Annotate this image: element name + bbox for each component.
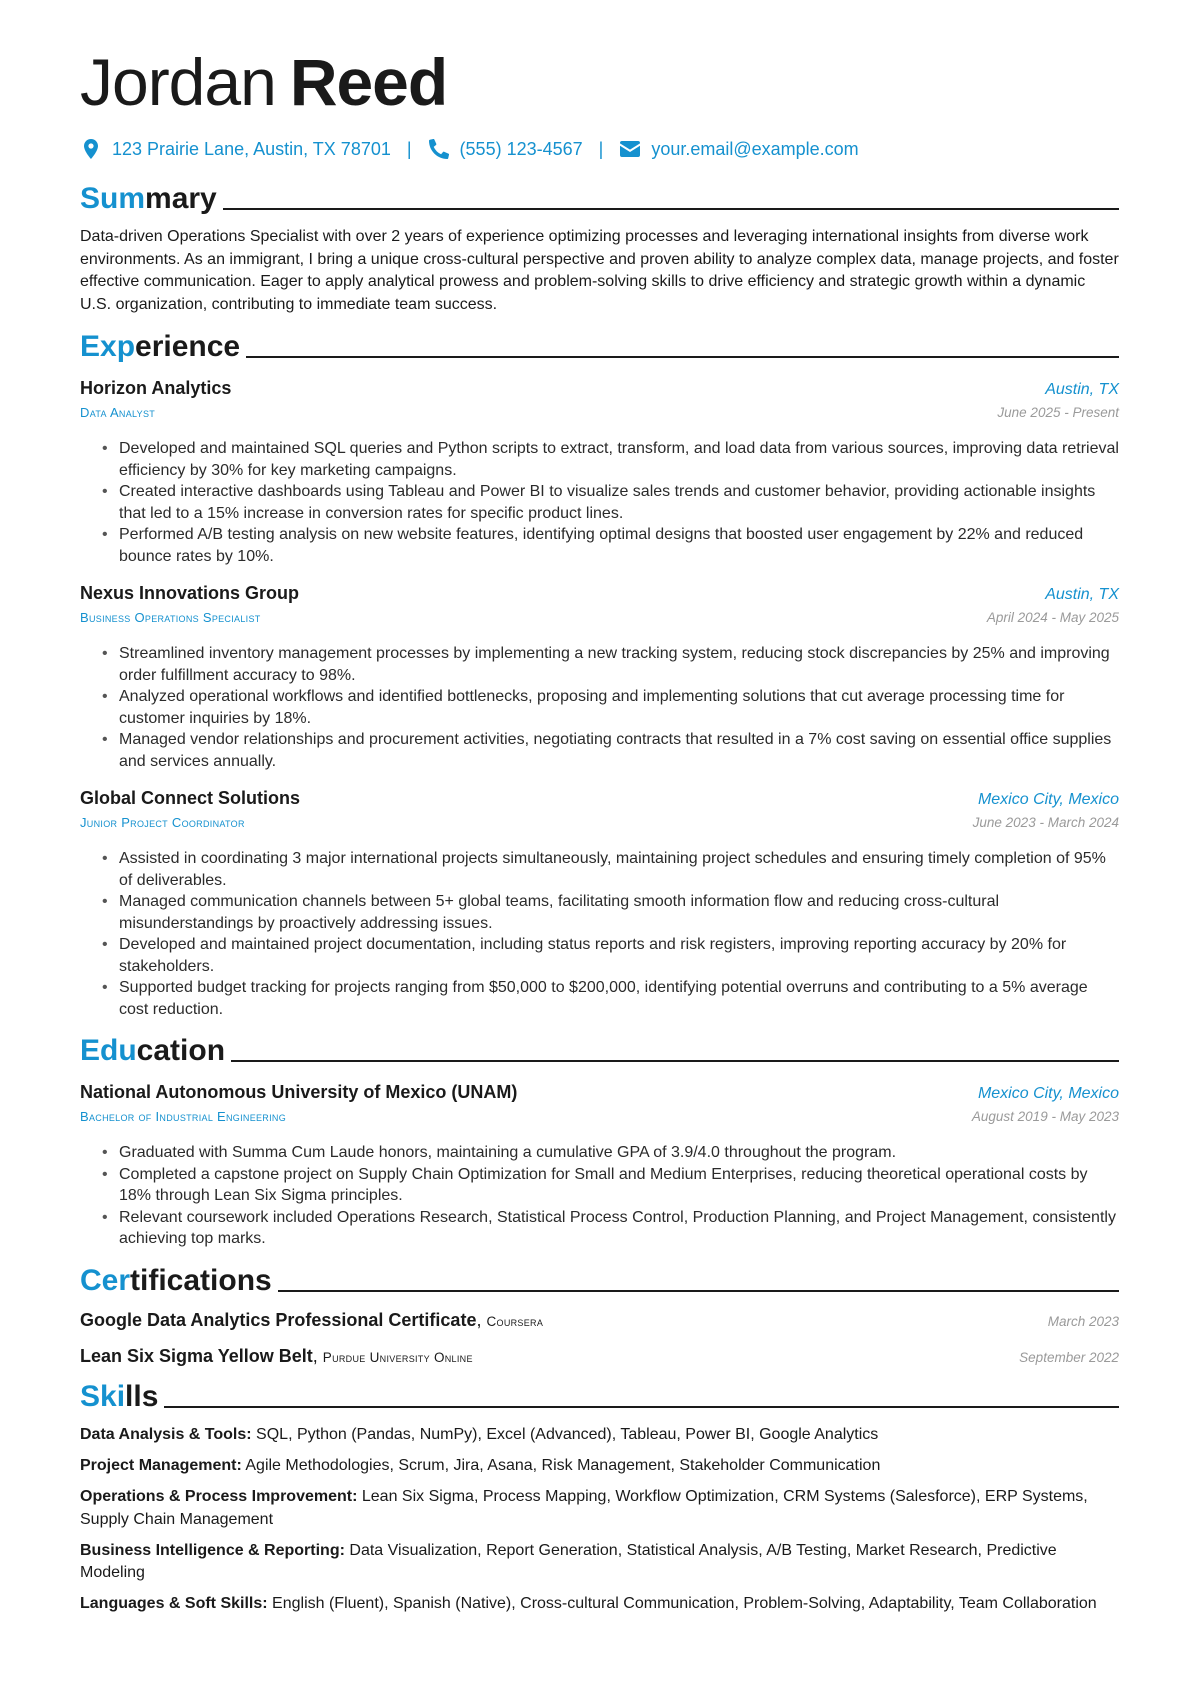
- certification-date: September 2022: [1019, 1349, 1119, 1365]
- certification-comma: ,: [312, 1345, 323, 1366]
- entry: [80, 581, 1119, 772]
- education-list: [80, 1080, 1119, 1250]
- skill-values: English (Fluent), Spanish (Native), Cross-cultural Communication, Problem-Solving, Adaptability, Team Collaboration: [272, 1595, 1097, 1612]
- bullet-item: • Developed and maintained SQL queries and Python scripts to extract, transform, and load data from various sources, improving data retrieval efficiency by 30% for key marketing campaigns.: [102, 438, 1119, 481]
- entry-role: Junior Project Coordinator: [80, 815, 245, 830]
- bullet-item: • Supported budget tracking for projects ranging from $50,000 to $200,000, identifying potential overruns and contributing to a 5% average cost reduction.: [102, 977, 1119, 1020]
- bullet-item: • Assisted in coordinating 3 major international projects simultaneously, maintaining project schedules and ensuring timely completion of 95% of deliverables.: [102, 848, 1119, 891]
- entry-dates: April 2024 - May 2025: [986, 610, 1119, 625]
- entry-location: Austin, TX: [1045, 586, 1119, 603]
- skill-values: Lean Six Sigma, Process Mapping, Workflow Optimization, CRM Systems (Salesforce), ERP Systems, Supply Chain Management: [80, 1488, 1088, 1528]
- certifications-heading: Certifications: [80, 1262, 1119, 1300]
- skill-category: Data Analysis & Tools:: [80, 1426, 252, 1443]
- entry-dates: June 2023 - March 2024: [972, 815, 1119, 830]
- bullet-list: [102, 848, 1119, 1020]
- section-rule: [278, 1290, 1119, 1292]
- skill-line: [80, 1540, 1119, 1585]
- entry: [80, 1080, 1119, 1250]
- bullet-item: • Developed and maintained project documentation, including status reports and risk registers, improving reporting accuracy by 20% for stakeholders.: [102, 934, 1119, 977]
- entry-header-row: [80, 1080, 1119, 1106]
- section-rule: [231, 1060, 1119, 1062]
- certification-issuer: Coursera: [486, 1313, 544, 1329]
- certification-item: [80, 1344, 1119, 1370]
- skill-line: [80, 1424, 1119, 1447]
- entry-location: Mexico City, Mexico: [977, 1085, 1119, 1102]
- bullet-item: • Completed a capstone project on Supply Chain Optimization for Small and Medium Enterprises, reducing theoretical operational costs by 18% through Lean Six Sigma principles.: [102, 1164, 1119, 1207]
- skill-line: [80, 1593, 1119, 1616]
- organization-name: National Autonomous University of Mexico (UNAM): [80, 1082, 518, 1102]
- entry-subheader-row: [80, 607, 1119, 629]
- certification-title: [80, 1308, 543, 1334]
- entry-header-row: [80, 581, 1119, 607]
- certification-comma: ,: [476, 1309, 487, 1330]
- skills-list: [80, 1424, 1119, 1616]
- organization-name: Nexus Innovations Group: [80, 583, 300, 603]
- certification-list: [80, 1308, 1119, 1370]
- entry-location: Mexico City, Mexico: [977, 791, 1119, 808]
- section-rule: [164, 1406, 1119, 1408]
- education-heading: Education: [80, 1032, 1119, 1070]
- certification-name: Google Data Analytics Professional Certificate: [80, 1309, 477, 1330]
- map-marker-icon: [80, 138, 102, 160]
- skill-values: Data Visualization, Report Generation, Statistical Analysis, A/B Testing, Market Research, Predictive Modeling: [80, 1541, 1057, 1581]
- entry-role: Data Analyst: [80, 405, 156, 420]
- entry-location: Austin, TX: [1045, 381, 1119, 398]
- bullet-list: [102, 438, 1119, 567]
- last-name: Reed: [289, 45, 448, 119]
- organization-name: Global Connect Solutions: [80, 788, 300, 808]
- entry-subheader-row: [80, 812, 1119, 834]
- organization-name: Horizon Analytics: [80, 378, 232, 398]
- phone-link[interactable]: (555) 123-4567: [459, 138, 583, 159]
- bullet-list: [102, 1142, 1119, 1250]
- entry-role: Business Operations Specialist: [80, 610, 261, 625]
- summary-text: Data-driven Operations Specialist with over 2 years of experience optimizing processes and leveraging international insights from diverse work environments. As an immigrant, I bring a unique cross-cultural perspective and proven ability to analyze complex data, manage projects, and foster effective communication. Eager to apply analytical prowess and problem-solving skills to drive efficiency and strategic growth within a dynamic U.S. organization, contributing to immediate team success.: [80, 228, 1119, 313]
- entry: [80, 786, 1119, 1020]
- candidate-name: [80, 40, 1119, 124]
- entry-role: Bachelor of Industrial Engineering: [80, 1109, 287, 1124]
- bullet-item: • Created interactive dashboards using Tableau and Power BI to visualize sales trends and customer behavior, providing actionable insights that led to a 15% increase in conversion rates for specific product lines.: [102, 481, 1119, 524]
- section-rule: [246, 356, 1119, 358]
- skill-category: Operations & Process Improvement:: [80, 1488, 358, 1505]
- experience-heading: Experience: [80, 328, 1119, 366]
- entry-dates: June 2025 - Present: [997, 405, 1119, 420]
- skill-line: [80, 1455, 1119, 1478]
- address-text: 123 Prairie Lane, Austin, TX 78701: [112, 138, 391, 159]
- bullet-item: • Managed vendor relationships and procurement activities, negotiating contracts that resulted in a 7% cost saving on essential office supplies and services annually.: [102, 729, 1119, 772]
- contact-line: [80, 136, 1119, 162]
- summary-heading: Summary: [80, 180, 1119, 218]
- skill-category: Business Intelligence & Reporting:: [80, 1541, 345, 1559]
- contact-separator: |: [406, 138, 412, 159]
- entry-header-row: [80, 376, 1119, 402]
- skills-heading: Skills: [80, 1378, 1119, 1416]
- entry-subheader-row: [80, 402, 1119, 424]
- bullet-item: • Streamlined inventory management processes by implementing a new tracking system, reducing stock discrepancies by 25% and improving order fulfillment accuracy to 98%.: [102, 643, 1119, 686]
- certification-item: [80, 1308, 1119, 1334]
- entry: [80, 376, 1119, 567]
- experience-list: [80, 376, 1119, 1020]
- first-name: Jordan: [80, 45, 276, 119]
- skill-values: Agile Methodologies, Scrum, Jira, Asana, Risk Management, Stakeholder Communication: [245, 1457, 881, 1474]
- bullet-list: [102, 643, 1119, 772]
- certification-date: March 2023: [1047, 1313, 1119, 1329]
- skill-line: [80, 1486, 1119, 1531]
- entry-dates: August 2019 - May 2023: [971, 1109, 1119, 1124]
- bullet-item: • Performed A/B testing analysis on new website features, identifying optimal designs that boosted user engagement by 22% and reduced bounce rates by 10%.: [102, 524, 1119, 567]
- bullet-item: • Relevant coursework included Operations Research, Statistical Process Control, Production Planning, and Project Management, consistently achieving top marks.: [102, 1207, 1119, 1250]
- certification-title: [80, 1344, 473, 1370]
- bullet-item: • Managed communication channels between 5+ global teams, facilitating smooth information flow and reducing cross-cultural misunderstandings by proactively addressing issues.: [102, 891, 1119, 934]
- certification-issuer: Purdue University Online: [322, 1349, 473, 1365]
- skill-category: Project Management:: [80, 1457, 242, 1474]
- envelope-icon: [619, 138, 641, 160]
- contact-separator: |: [598, 138, 604, 159]
- email-link[interactable]: your.email@example.com: [651, 138, 859, 159]
- resume-page: [80, 40, 1119, 1616]
- entry-subheader-row: [80, 1106, 1119, 1128]
- entry-header-row: [80, 786, 1119, 812]
- bullet-item: • Graduated with Summa Cum Laude honors, maintaining a cumulative GPA of 3.9/4.0 throughout the program.: [102, 1142, 1119, 1164]
- section-rule: [223, 208, 1119, 210]
- bullet-item: • Analyzed operational workflows and identified bottlenecks, proposing and implementing solutions that cut average processing time for customer inquiries by 18%.: [102, 686, 1119, 729]
- certification-name: Lean Six Sigma Yellow Belt: [80, 1345, 313, 1366]
- skill-category: Languages & Soft Skills:: [80, 1595, 268, 1612]
- skill-values: SQL, Python (Pandas, NumPy), Excel (Advanced), Tableau, Power BI, Google Analytics: [256, 1426, 879, 1443]
- phone-icon: [428, 138, 450, 160]
